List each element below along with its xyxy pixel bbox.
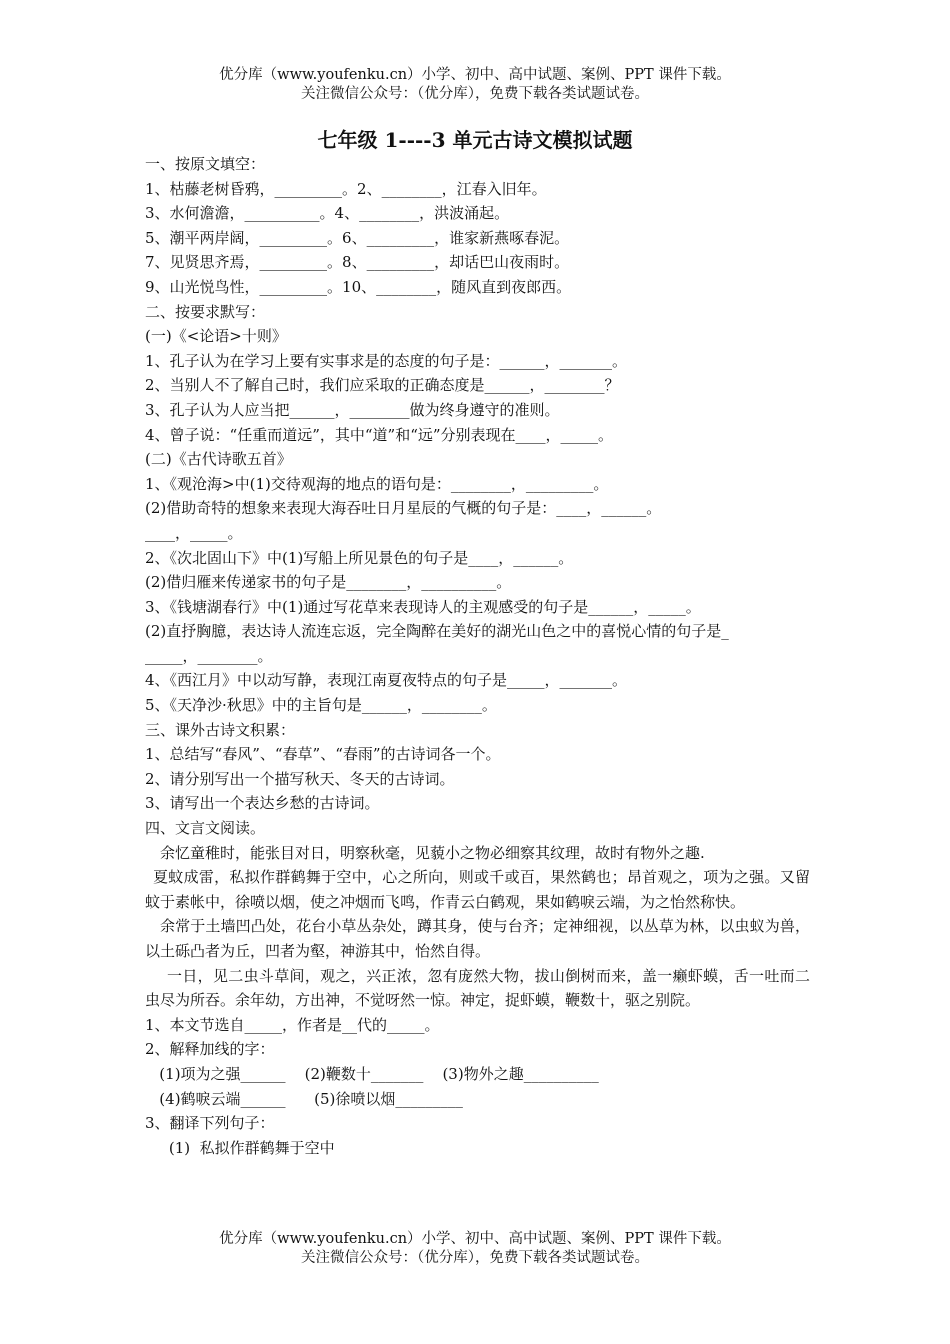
section-questions — [145, 1013, 810, 1161]
section-fill-and-recite — [145, 152, 810, 841]
text-line: 7、见贤思齐焉，_________。8、_________，却话巴山夜雨时。 — [145, 253, 570, 272]
text-line: (2)借归雁来传递家书的句子是________，__________。 — [145, 573, 512, 592]
text-line: (2)借助奇特的想象来表现大海吞吐日月星辰的气概的句子是：____，______。 — [145, 499, 662, 518]
text-line: (二)《古代诗歌五首》 — [145, 450, 292, 469]
text-line: 1、《观沧海>中(1)交待观海的地点的语句是：________，_________。 — [145, 474, 609, 493]
footer-line-2: 关注微信公众号：（优分库），免费下载各类试题试卷。 — [301, 1250, 649, 1266]
text-line: 3、请写出一个表达乡愁的古诗词。 — [145, 794, 380, 813]
text-line: _____，________。 — [145, 646, 273, 665]
text-line: 1、孔子认为在学习上要有实事求是的态度的句子是：______，_______。 — [145, 351, 628, 370]
classical-passage — [145, 841, 810, 1013]
text-line: 3、水何澹澹，__________。4、________，洪波涌起。 — [145, 204, 510, 223]
text-line: 4、曾子说：“任重而道远”，其中“道”和“远”分别表现在____，_____。 — [145, 425, 614, 444]
text-line: ____，_____。 — [145, 523, 243, 542]
text-line: 1、本文节选自_____，作者是__代的_____。 — [145, 1015, 440, 1034]
passage-paragraph: 余常于土墙凹凸处，花台小草丛杂处，蹲其身，使与台齐；定神细视，以丛草为林，以虫蚁为兽，以土砾凸者为丘，凹者为壑，神游其中，怡然自得。 — [145, 917, 810, 960]
text-line: 3、《钱塘湖春行》中(1)通过写花草来表现诗人的主观感受的句子是______，_____。 — [145, 597, 701, 616]
text-line: (4)鹤唳云端______ (5)徐喷以烟_________ — [145, 1089, 463, 1108]
passage-paragraph: 夏蚊成雷，私拟作群鹤舞于空中，心之所向，则或千或百，果然鹤也；昂首观之，项为之强。又留蚊于素帐中，徐喷以烟，使之冲烟而飞鸣，作青云白鹤观，果如鹤唳云端，为之怡然称快。 — [145, 868, 810, 911]
footer-line-1: 优分库（www.youfenku.cn）小学、初中、高中试题、案例、PPT 课件下载。 — [219, 1231, 731, 1247]
header-line-2: 关注微信公众号：（优分库），免费下载各类试题试卷。 — [301, 86, 649, 102]
text-line: 2、解释加线的字： — [145, 1040, 275, 1059]
text-line: 2、请分别写出一个描写秋天、冬天的古诗词。 — [145, 769, 455, 788]
text-line: 5、《天净沙·秋思》中的主旨句是______，________。 — [145, 696, 497, 715]
text-line: 3、翻译下列句子： — [145, 1114, 275, 1133]
text-line: 1、枯藤老树昏鸦，_________。2、________，江春入旧年。 — [145, 179, 547, 198]
text-line: 2、当别人不了解自己时，我们应采取的正确态度是______，________？ — [145, 376, 620, 395]
text-line: 1、总结写“春风”、“春草”、“春雨”的古诗词各一个。 — [145, 745, 501, 764]
text-line: (1)项为之强______ (2)鞭数十_______ (3)物外之趣__________ — [145, 1064, 599, 1083]
text-line: 一、按原文填空： — [145, 155, 266, 173]
text-line: 4、《西江月》中以动写静，表现江南夏夜特点的句子是_____，_______。 — [145, 671, 628, 690]
text-line: 9、山光悦鸟性，_________。10、________，随风直到夜郎西。 — [145, 277, 572, 296]
text-line: 2、《次北固山下》中(1)写船上所见景色的句子是____，______。 — [145, 548, 574, 567]
text-line: 5、潮平两岸阔，_________。6、_________，谁家新燕啄春泥。 — [145, 228, 570, 247]
text-line: (1) 私拟作群鹤舞于空中 — [145, 1138, 335, 1157]
page-header — [0, 66, 950, 104]
text-line: 四、文言文阅读。 — [145, 819, 266, 838]
page-footer — [0, 1230, 950, 1268]
passage-paragraph: 余忆童稚时，能张目对日，明察秋毫，见藐小之物必细察其纹理，故时有物外之趣. — [160, 843, 705, 862]
text-line: 3、孔子认为人应当把______，________做为终身遵守的准则。 — [145, 400, 560, 419]
text-line: 三、课外古诗文积累： — [145, 720, 296, 739]
passage-paragraph: 一日，见二虫斗草间，观之，兴正浓，忽有庞然大物，拔山倒树而来，盖一癞虾蟆，舌一吐而二虫尽为所吞。余年幼，方出神，不觉呀然一惊。神定，捉虾蟆，鞭数十，驱之别院。 — [145, 966, 810, 1010]
text-line: (2)直抒胸臆，表达诗人流连忘返，完全陶醉在美好的湖光山色之中的喜悦心情的句子是_ — [145, 622, 729, 641]
page-title: 七年级 1----3 单元古诗文模拟试题 — [317, 128, 633, 152]
text-line: 二、按要求默写： — [145, 302, 266, 321]
exam-content — [145, 152, 810, 1160]
text-line: (一)《<论语>十则》 — [145, 327, 287, 346]
header-line-1: 优分库（www.youfenku.cn）小学、初中、高中试题、案例、PPT 课件下载。 — [219, 67, 731, 83]
